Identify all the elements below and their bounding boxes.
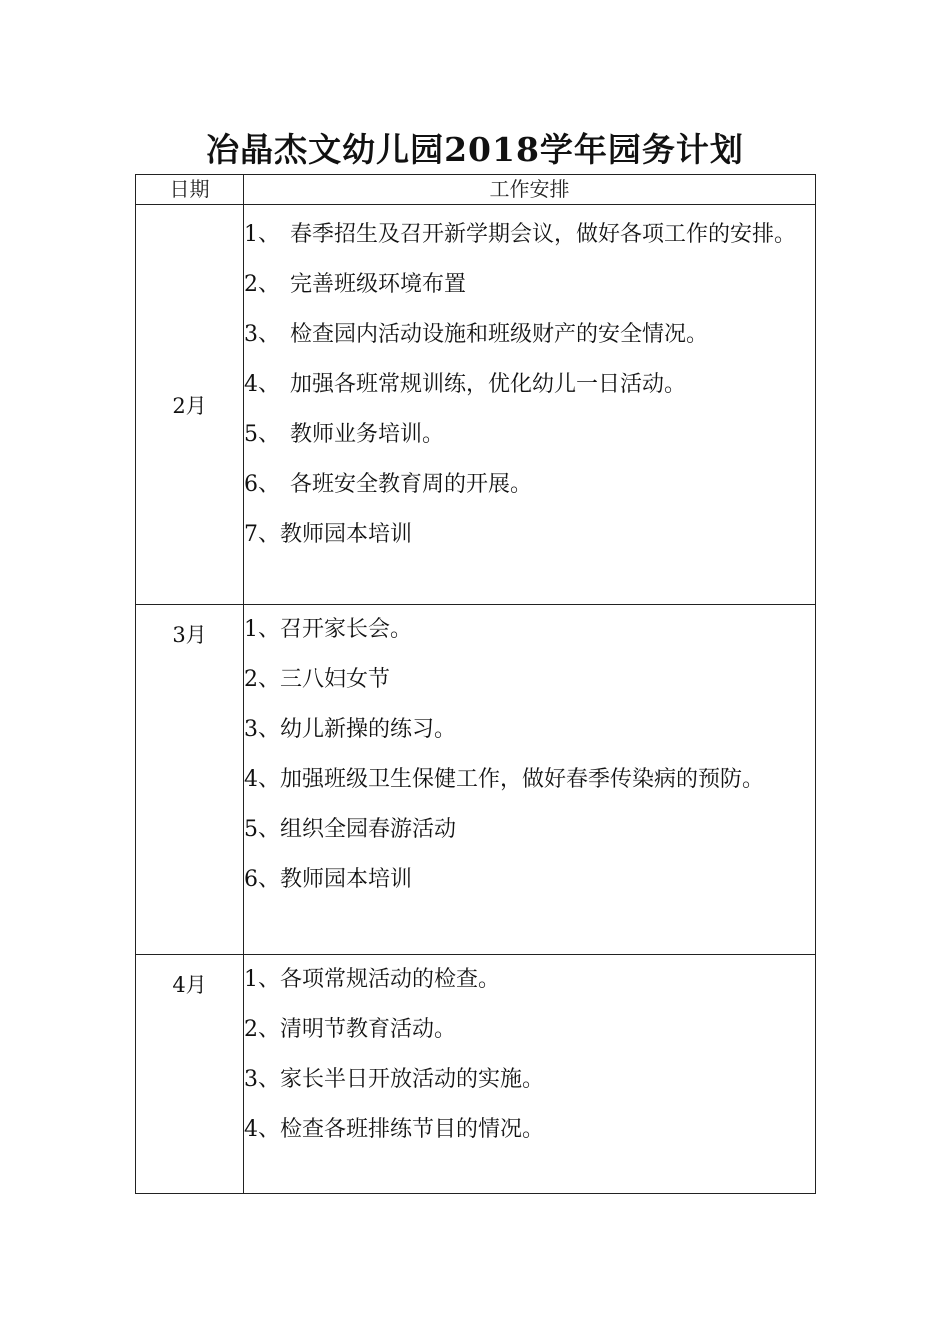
list-item: 4、 加强各班常规训练，优化幼儿一日活动。 (244, 372, 687, 397)
header-date: 日期 (136, 175, 244, 205)
plan-cell (244, 955, 816, 1194)
list-item: 3、 幼儿新操的练习。 (244, 717, 457, 742)
month-cell (136, 605, 244, 955)
month-cell (136, 205, 244, 605)
list-item: 2、 完善班级环境布置 (244, 272, 467, 297)
list-item: 2、 三八妇女节 (244, 667, 391, 692)
month-label: 2月 (172, 393, 207, 418)
month-cell (136, 955, 244, 1194)
list-item: 6、 教师园本培训 (244, 867, 413, 892)
month-label: 3月 (172, 623, 207, 647)
list-item: 4、 检查各班排练节目的情况。 (244, 1117, 545, 1142)
list-item: 7、 教师园本培训 (244, 522, 413, 547)
list-item: 3、 家长半日开放活动的实施。 (244, 1067, 545, 1092)
list-item: 3、 检查园内活动设施和班级财产的安全情况。 (244, 322, 709, 347)
table-row (136, 605, 816, 955)
list-item: 5、 教师业务培训。 (244, 422, 445, 447)
list-item: 1、 各项常规活动的检查。 (244, 967, 501, 992)
page-title: 冶晶杰文幼儿园2018学年园务计划 (206, 130, 744, 169)
list-item: 1、 召开家长会。 (244, 617, 413, 642)
table-row (136, 955, 816, 1194)
list-item: 4、 加强班级卫生保健工作，做好春季传染病的预防。 (244, 767, 765, 792)
header-plan: 工作安排 (244, 175, 816, 205)
list-item: 1、 春季招生及召开新学期会议，做好各项工作的安排。 (244, 222, 797, 247)
plan-table (135, 174, 816, 1194)
table-row (136, 205, 816, 605)
list-item: 5、 组织全园春游活动 (244, 817, 457, 842)
month-label: 4月 (172, 973, 207, 997)
plan-cell (244, 205, 816, 605)
list-item: 2、 清明节教育活动。 (244, 1017, 457, 1042)
list-item: 6、 各班安全教育周的开展。 (244, 472, 533, 497)
table-header-row (136, 175, 816, 205)
plan-cell (244, 605, 816, 955)
